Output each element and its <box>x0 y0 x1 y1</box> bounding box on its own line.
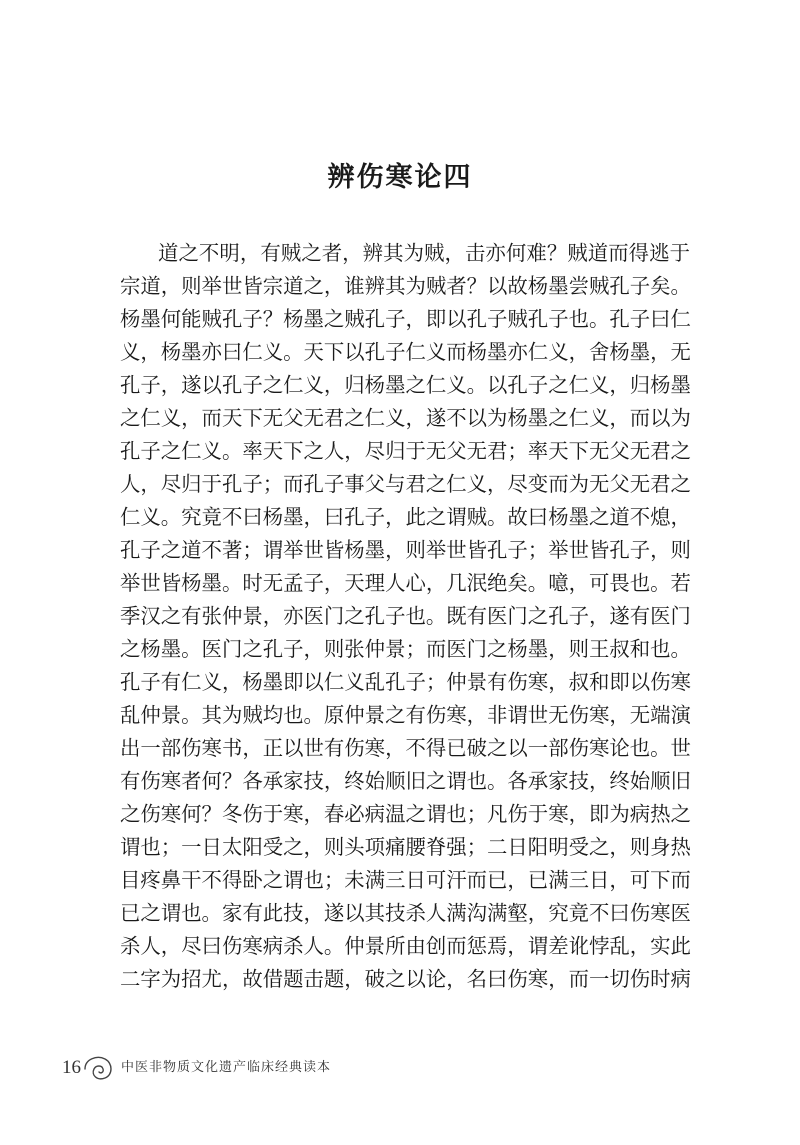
body-line: 孔子，遂以孔子之仁义，归杨墨之仁义。以孔子之仁义，归杨墨 <box>120 373 691 397</box>
body-line: 孔子之仁义。率天下之人，尽归于无父无君；率天下无父无君之 <box>120 439 691 463</box>
series-title: 中医非物质文化遗产临床经典读本 <box>121 1060 332 1075</box>
spiral-ornament-icon <box>83 1053 117 1083</box>
page-footer <box>62 1048 331 1088</box>
body-line: 乱仲景。其为贼均也。原仲景之有伤寒，非谓世无伤寒，无端演 <box>120 703 691 727</box>
body-line: 仁义。究竟不曰杨墨，曰孔子，此之谓贼。故曰杨墨之道不熄， <box>120 505 691 529</box>
body-line: 人，尽归于孔子；而孔子事父与君之仁义，尽变而为无父无君之 <box>120 472 691 496</box>
body-line: 宗道，则举世皆宗道之，谁辨其为贼者？以故杨墨尝贼孔子矣。 <box>120 274 691 298</box>
body-text <box>120 237 690 996</box>
body-line: 孔子之道不著；谓举世皆杨墨，则举世皆孔子；举世皆孔子，则 <box>120 538 691 562</box>
body-line: 谓也；一日太阳受之，则头项痛腰脊强；二日阳明受之，则身热 <box>120 835 691 859</box>
body-line: 已之谓也。家有此技，遂以其技杀人满沟满壑，究竟不曰伤寒医 <box>120 901 691 925</box>
body-line: 季汉之有张仲景，亦医门之孔子也。既有医门之孔子，遂有医门 <box>120 604 691 628</box>
body-line: 举世皆杨墨。时无孟子，天理人心，几泯绝矣。噫，可畏也。若 <box>120 571 691 595</box>
body-line: 出一部伤寒书，正以世有伤寒，不得已破之以一部伤寒论也。世 <box>120 736 691 760</box>
body-line: 杀人，尽曰伤寒病杀人。仲景所由创而惩焉，谓差讹悖乱，实此 <box>120 934 691 958</box>
body-line: 二字为招尤，故借题击题，破之以论，名曰伤寒，而一切伤时病 <box>120 967 691 991</box>
body-line: 之杨墨。医门之孔子，则张仲景；而医门之杨墨，则王叔和也。 <box>120 637 691 661</box>
body-line: 目疼鼻干不得卧之谓也；未满三日可汗而已，已满三日，可下而 <box>120 868 691 892</box>
body-line: 杨墨何能贼孔子？杨墨之贼孔子，即以孔子贼孔子也。孔子曰仁 <box>120 307 691 331</box>
body-line: 孔子有仁义，杨墨即以仁义乱孔子；仲景有伤寒，叔和即以伤寒 <box>120 670 691 694</box>
body-line: 义，杨墨亦曰仁义。天下以孔子仁义而杨墨亦仁义，舍杨墨，无 <box>120 340 691 364</box>
body-line: 道之不明，有贼之者，辨其为贼，击亦何难？贼道而得逃于 <box>158 241 690 265</box>
body-line: 之仁义，而天下无父无君之仁义，遂不以为杨墨之仁义，而以为 <box>120 406 691 430</box>
page-title: 辨伤寒论四 <box>327 162 473 193</box>
page-number: 16 <box>62 1057 81 1078</box>
body-line: 之伤寒何？冬伤于寒，春必病温之谓也；凡伤于寒，即为病热之 <box>120 802 691 826</box>
body-line: 有伤寒者何？各承家技，终始顺旧之谓也。各承家技，终始顺旧 <box>120 769 691 793</box>
